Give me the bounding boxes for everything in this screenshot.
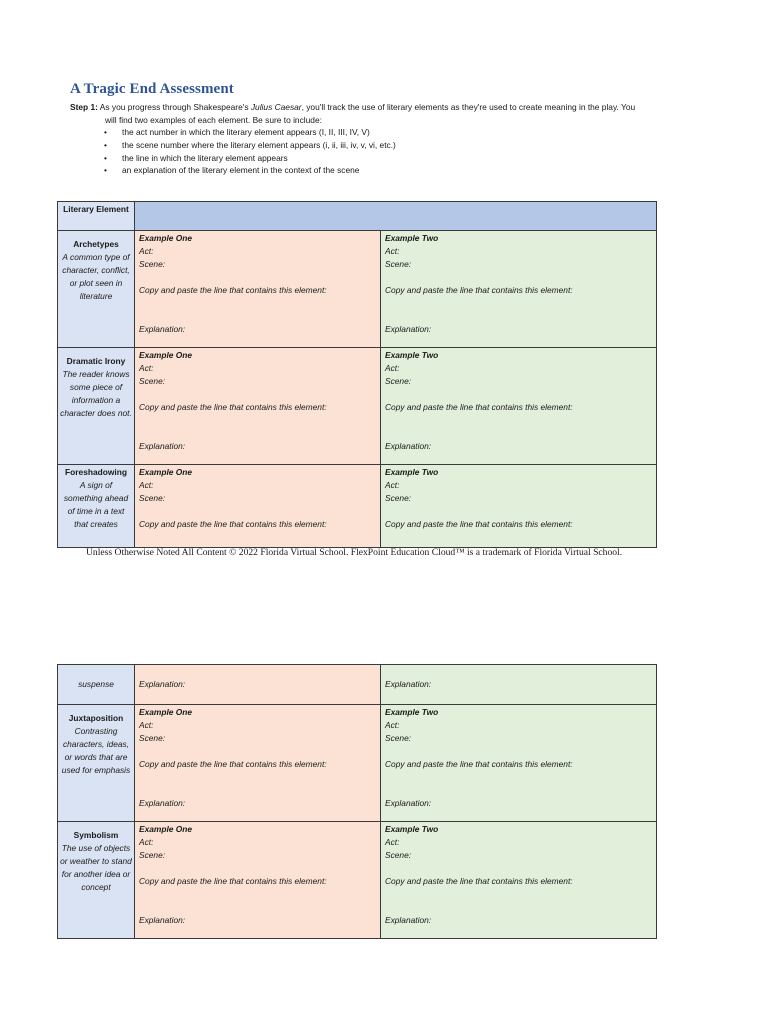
table-row — [58, 465, 657, 548]
copy-line-label: Copy and paste the line that contains this element: — [385, 759, 573, 769]
spacer — [139, 388, 376, 401]
example-two-label: Example Two — [385, 467, 439, 477]
play-title: Julius Caesar — [250, 102, 302, 112]
spacer — [385, 888, 652, 914]
spacer — [385, 505, 652, 518]
spacer — [139, 888, 376, 914]
explanation-label: Explanation: — [385, 441, 432, 451]
spacer — [139, 862, 376, 875]
example-one-label: Example One — [139, 350, 193, 360]
example-one-label: Example One — [139, 233, 193, 243]
element-cell — [58, 705, 135, 822]
list-item-text: the scene number where the literary element appears (i, ii, iii, iv, v, vi, etc.) — [122, 139, 396, 150]
table-row — [58, 231, 657, 348]
literary-elements-table — [57, 201, 657, 548]
scene-label: Scene: — [139, 850, 166, 860]
scene-label: Scene: — [385, 376, 412, 386]
element-cell — [58, 822, 135, 939]
spacer — [385, 271, 652, 284]
explanation-label: Explanation: — [385, 679, 432, 689]
spacer — [139, 297, 376, 323]
act-label: Act: — [139, 246, 154, 256]
copy-line-label: Copy and paste the line that contains this element: — [139, 402, 327, 412]
scene-label: Scene: — [385, 733, 412, 743]
example-one-label: Example One — [139, 707, 193, 717]
element-name: Foreshadowing — [65, 467, 127, 477]
element-description: The use of objects or weather to stand for another idea or concept — [60, 843, 132, 892]
act-label: Act: — [385, 246, 400, 256]
spacer — [385, 745, 652, 758]
act-label: Act: — [139, 363, 154, 373]
element-name: Symbolism — [73, 830, 119, 840]
step-label: Step 1: — [70, 102, 98, 112]
example-two-cell[interactable] — [381, 705, 657, 822]
bullet-icon: • — [104, 127, 107, 137]
scene-label: Scene: — [385, 259, 412, 269]
element-description: A sign of something ahead of time in a text that creates — [63, 480, 129, 529]
list-item-text: an explanation of the literary element in the context of the scene — [122, 165, 360, 176]
copy-line-label: Copy and paste the line that contains this element: — [385, 876, 573, 886]
element-description: The reader knows some piece of information a character does not. — [60, 369, 132, 418]
spacer — [385, 388, 652, 401]
element-cell — [58, 465, 135, 548]
explanation-label: Explanation: — [385, 915, 432, 925]
example-one-cell[interactable] — [135, 465, 381, 548]
act-label: Act: — [385, 363, 400, 373]
element-cell — [58, 231, 135, 348]
explanation-label: Explanation: — [385, 324, 432, 334]
table-row — [58, 822, 657, 939]
element-name: Juxtaposition — [68, 713, 124, 723]
example-one-label: Example One — [139, 824, 193, 834]
spacer — [385, 862, 652, 875]
bullet-icon: • — [104, 139, 107, 150]
literary-elements-table-continued — [57, 664, 657, 939]
spacer — [385, 771, 652, 797]
list-item — [104, 164, 396, 177]
element-description: suspense — [78, 679, 114, 689]
copy-line-label: Copy and paste the line that contains this element: — [385, 402, 573, 412]
example-two-cell[interactable] — [381, 465, 657, 548]
spacer — [139, 745, 376, 758]
act-label: Act: — [139, 720, 154, 730]
bullet-icon: • — [104, 165, 107, 176]
element-cell — [58, 665, 135, 705]
copy-line-label: Copy and paste the line that contains this element: — [139, 759, 327, 769]
spacer — [385, 297, 652, 323]
element-description: A common type of character, conflict, or plot seen in literature — [62, 252, 130, 301]
table-row — [58, 705, 657, 822]
header-literary-element: Literary Element — [58, 202, 135, 231]
spacer — [139, 271, 376, 284]
act-label: Act: — [385, 480, 400, 490]
example-two-cell[interactable] — [381, 822, 657, 939]
scene-label: Scene: — [139, 733, 166, 743]
list-item-text: the act number in which the literary element appears (I, II, III, IV, V) — [122, 127, 370, 137]
element-name: Archetypes — [73, 239, 119, 249]
example-two-cell[interactable] — [381, 665, 657, 705]
step-text-after: , you'll track the use of literary elements as they're used to create meaning in the play. You — [301, 102, 636, 112]
table-row — [58, 348, 657, 465]
header-blank-cell — [135, 202, 657, 231]
example-two-label: Example Two — [385, 233, 439, 243]
example-one-cell[interactable] — [135, 665, 381, 705]
requirements-list — [104, 126, 396, 177]
table-header-row — [58, 202, 657, 231]
spacer — [139, 414, 376, 440]
table-row — [58, 665, 657, 705]
act-label: Act: — [385, 837, 400, 847]
act-label: Act: — [139, 837, 154, 847]
example-one-label: Example One — [139, 467, 193, 477]
explanation-label: Explanation: — [139, 798, 186, 808]
explanation-label: Explanation: — [139, 324, 186, 334]
step-instructions — [70, 101, 706, 126]
copy-line-label: Copy and paste the line that contains this element: — [385, 285, 573, 295]
example-two-label: Example Two — [385, 707, 439, 717]
scene-label: Scene: — [139, 376, 166, 386]
example-one-cell[interactable] — [135, 822, 381, 939]
example-two-cell[interactable] — [381, 348, 657, 465]
example-two-label: Example Two — [385, 824, 439, 834]
scene-label: Scene: — [139, 493, 166, 503]
scene-label: Scene: — [139, 259, 166, 269]
example-one-cell[interactable] — [135, 705, 381, 822]
copyright-footer: Unless Otherwise Noted All Content © 2022 Florida Virtual School. FlexPoint Education Cloud™ is a trademark of Florida Virtual School. — [86, 547, 623, 558]
spacer — [385, 414, 652, 440]
explanation-label: Explanation: — [139, 441, 186, 451]
list-item — [104, 126, 396, 139]
copy-line-label: Copy and paste the line that contains this element: — [139, 285, 327, 295]
explanation-label: Explanation: — [385, 798, 432, 808]
scene-label: Scene: — [385, 493, 412, 503]
scene-label: Scene: — [385, 850, 412, 860]
list-item-text: the line in which the literary element appears — [122, 152, 288, 163]
copy-line-label: Copy and paste the line that contains this element: — [139, 876, 327, 886]
list-item — [104, 139, 396, 152]
element-name: Dramatic Irony — [66, 356, 126, 366]
act-label: Act: — [139, 480, 154, 490]
explanation-label: Explanation: — [139, 679, 186, 689]
example-two-cell[interactable] — [381, 231, 657, 348]
step-text-line2: will find two examples of each element. Be sure to include: — [105, 114, 322, 125]
act-label: Act: — [385, 720, 400, 730]
spacer — [139, 505, 376, 518]
copy-line-label: Copy and paste the line that contains this element: — [139, 519, 327, 529]
element-cell — [58, 348, 135, 465]
copy-line-label: Copy and paste the line that contains this element: — [385, 519, 573, 529]
page-title: A Tragic End Assessment — [70, 81, 234, 97]
bullet-icon: • — [104, 152, 107, 163]
explanation-label: Explanation: — [139, 915, 186, 925]
spacer — [139, 771, 376, 797]
element-description: Contrasting characters, ideas, or words that are used for emphasis — [61, 726, 131, 775]
step-text-before: As you progress through Shakespeare's — [97, 102, 251, 112]
example-two-label: Example Two — [385, 350, 439, 360]
list-item — [104, 152, 396, 165]
example-one-cell[interactable] — [135, 231, 381, 348]
example-one-cell[interactable] — [135, 348, 381, 465]
